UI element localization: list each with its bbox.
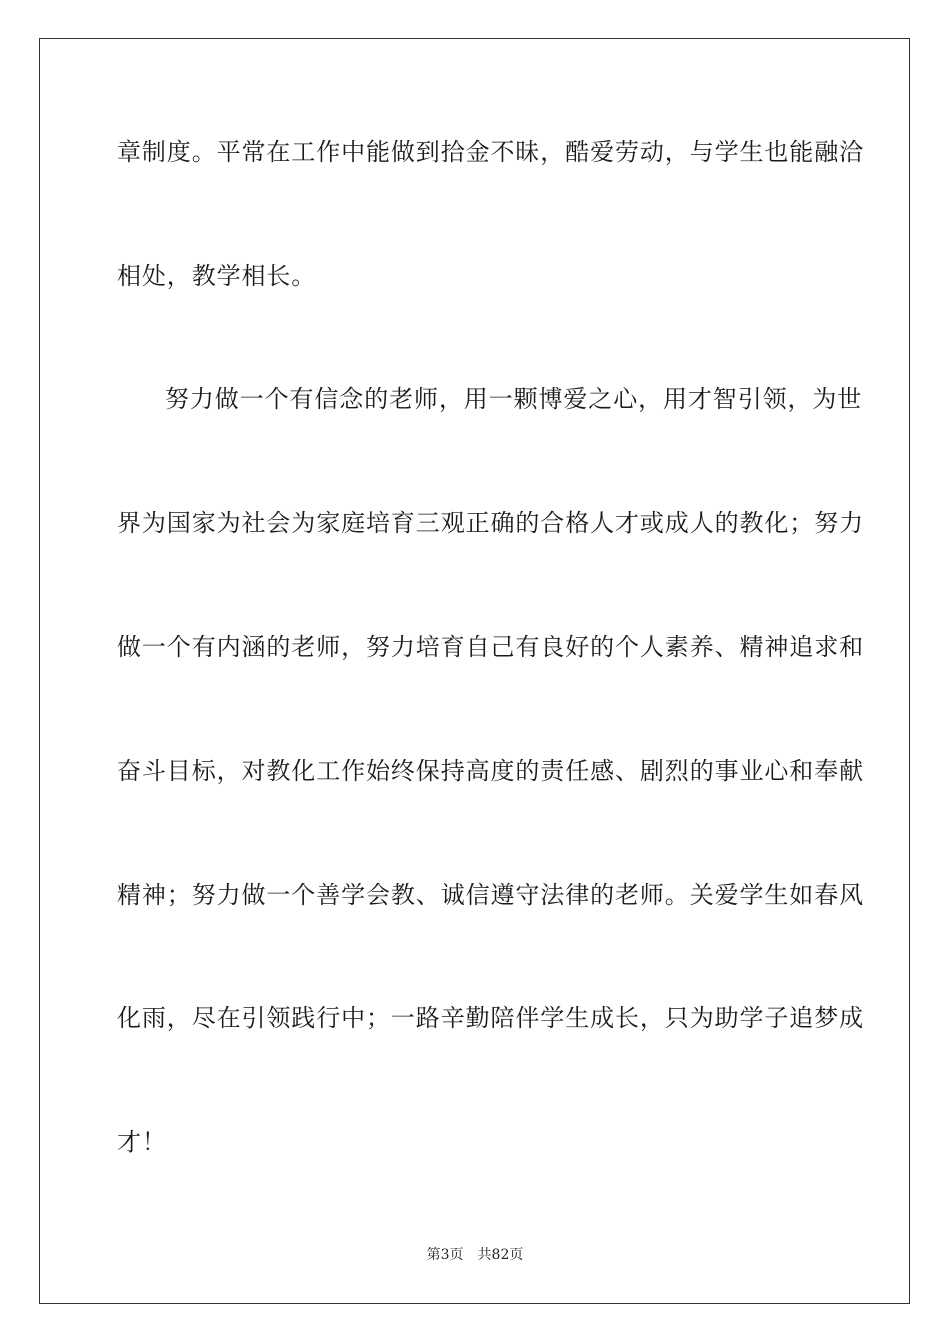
total-page-count: 共82页 bbox=[477, 1247, 524, 1263]
text-line-3: 努力做一个有信念的老师，用一颗博爱之心，用才智引领，为世 bbox=[165, 385, 863, 413]
page-footer bbox=[0, 1246, 950, 1264]
text-line-6: 奋斗目标，对教化工作始终保持高度的责任感、剧烈的事业心和奉献 bbox=[117, 757, 864, 785]
text-line-5: 做一个有内涵的老师，努力培育自己有良好的个人素养、精神追求和 bbox=[117, 633, 864, 661]
text-line-1: 章制度。平常在工作中能做到拾金不昧，酷爱劳动，与学生也能融洽 bbox=[117, 138, 864, 166]
page-border bbox=[39, 38, 910, 1304]
text-line-8: 化雨，尽在引领践行中；一路辛勤陪伴学生成长，只为助学子追梦成 bbox=[117, 1004, 864, 1032]
text-line-9: 才！ bbox=[117, 1128, 167, 1156]
text-line-4: 界为国家为社会为家庭培育三观正确的合格人才或成人的教化；努力 bbox=[117, 509, 864, 537]
current-page-number: 第3页 bbox=[426, 1247, 464, 1263]
text-line-7: 精神；努力做一个善学会教、诚信遵守法律的老师。关爱学生如春风 bbox=[117, 881, 864, 909]
text-line-2: 相处，教学相长。 bbox=[117, 262, 317, 290]
